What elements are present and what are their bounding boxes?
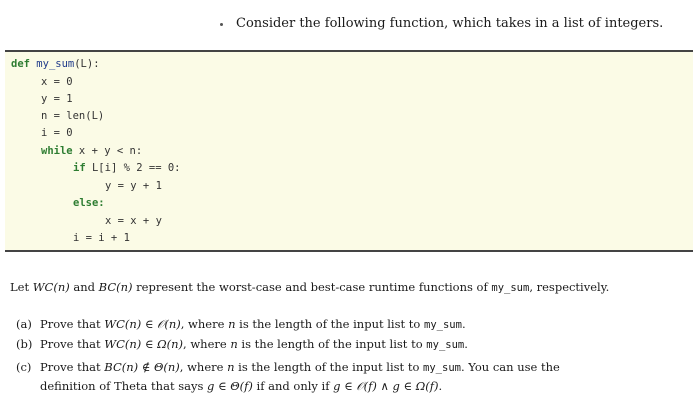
part-c-line2-mid: if and only if [252,379,334,393]
code-else-line [73,197,105,209]
part-c-line2-pre: definition of Theta that says [40,379,208,393]
part-b-math: WC(n) ∈ Ω(n) [104,337,184,351]
while-condition: x + y < n: [72,145,143,157]
code-line-i: i = 0 [41,127,73,139]
part-b-fname: my_sum [426,339,465,351]
para-pre: Let [10,280,33,294]
if-keyword: if [73,162,86,174]
para-mid: represent the worst-case and best-case runtime functions of [132,280,492,294]
code-if-line [73,162,180,174]
part-a-fname: my_sum [424,319,462,331]
part-c-pre: Prove that [40,360,105,374]
problem-statement [10,280,609,294]
part-a-pre: Prove that [40,317,105,331]
part-b-mid: , where [183,337,231,351]
def-params: (L): [74,58,100,70]
part-a [16,317,466,332]
while-keyword: while [41,145,73,157]
part-a-end: . [461,317,466,331]
part-a-label: (a) [16,317,32,331]
para-wc: WC(n) [32,280,70,294]
code-line-n: n = len(L) [41,110,105,122]
part-c-line2-end: . [438,379,443,393]
code-else-body: x = x + y [105,215,162,227]
part-c-line2-math2: g ∈ 𝒪(f) ∧ g ∈ Ω(f) [333,379,439,393]
part-a-mid: , where [180,317,229,331]
code-while-line [41,145,142,157]
part-c [16,360,560,374]
function-name: my_sum [36,58,75,70]
part-b-var: n [230,337,238,351]
part-c-math: BC(n) ∉ Θ(n) [104,360,180,374]
part-c-end: . You can use the [460,360,560,374]
code-line-x: x = 0 [41,76,73,88]
part-c-line2 [40,379,442,394]
code-if-body: y = y + 1 [105,180,162,192]
para-bc: BC(n) [98,280,133,294]
part-a-post: is the length of the input list to [235,317,424,331]
intro-text: Consider the following function, which takes in a list of integers. [236,16,664,31]
if-condition: L[i] % 2 == 0: [85,162,181,174]
para-fname: my_sum [491,282,530,294]
part-c-var: n [227,360,235,374]
part-c-fname: my_sum [423,362,461,374]
part-c-line2-math: g ∈ Θ(f) [207,379,253,393]
part-b-pre: Prove that [40,337,105,351]
part-a-var: n [228,317,236,331]
code-block [5,50,693,252]
para-and: and [69,280,99,294]
code-increment-line: i = i + 1 [73,232,130,244]
part-c-label: (c) [16,360,32,374]
else-keyword: else: [73,197,105,209]
part-b-label: (b) [16,337,33,351]
part-c-mid: , where [179,360,228,374]
part-b [16,337,468,351]
part-c-post: is the length of the input list to [234,360,424,374]
part-b-end: . [464,337,468,351]
def-keyword: def [11,58,30,70]
code-line-y: y = 1 [41,93,73,105]
para-end: , respectively. [529,280,610,294]
part-a-math: WC(n) ∈ 𝒪(n) [104,317,181,331]
code-def-line [11,58,100,70]
part-b-post: is the length of the input list to [237,337,427,351]
bullet-dot [220,23,223,26]
